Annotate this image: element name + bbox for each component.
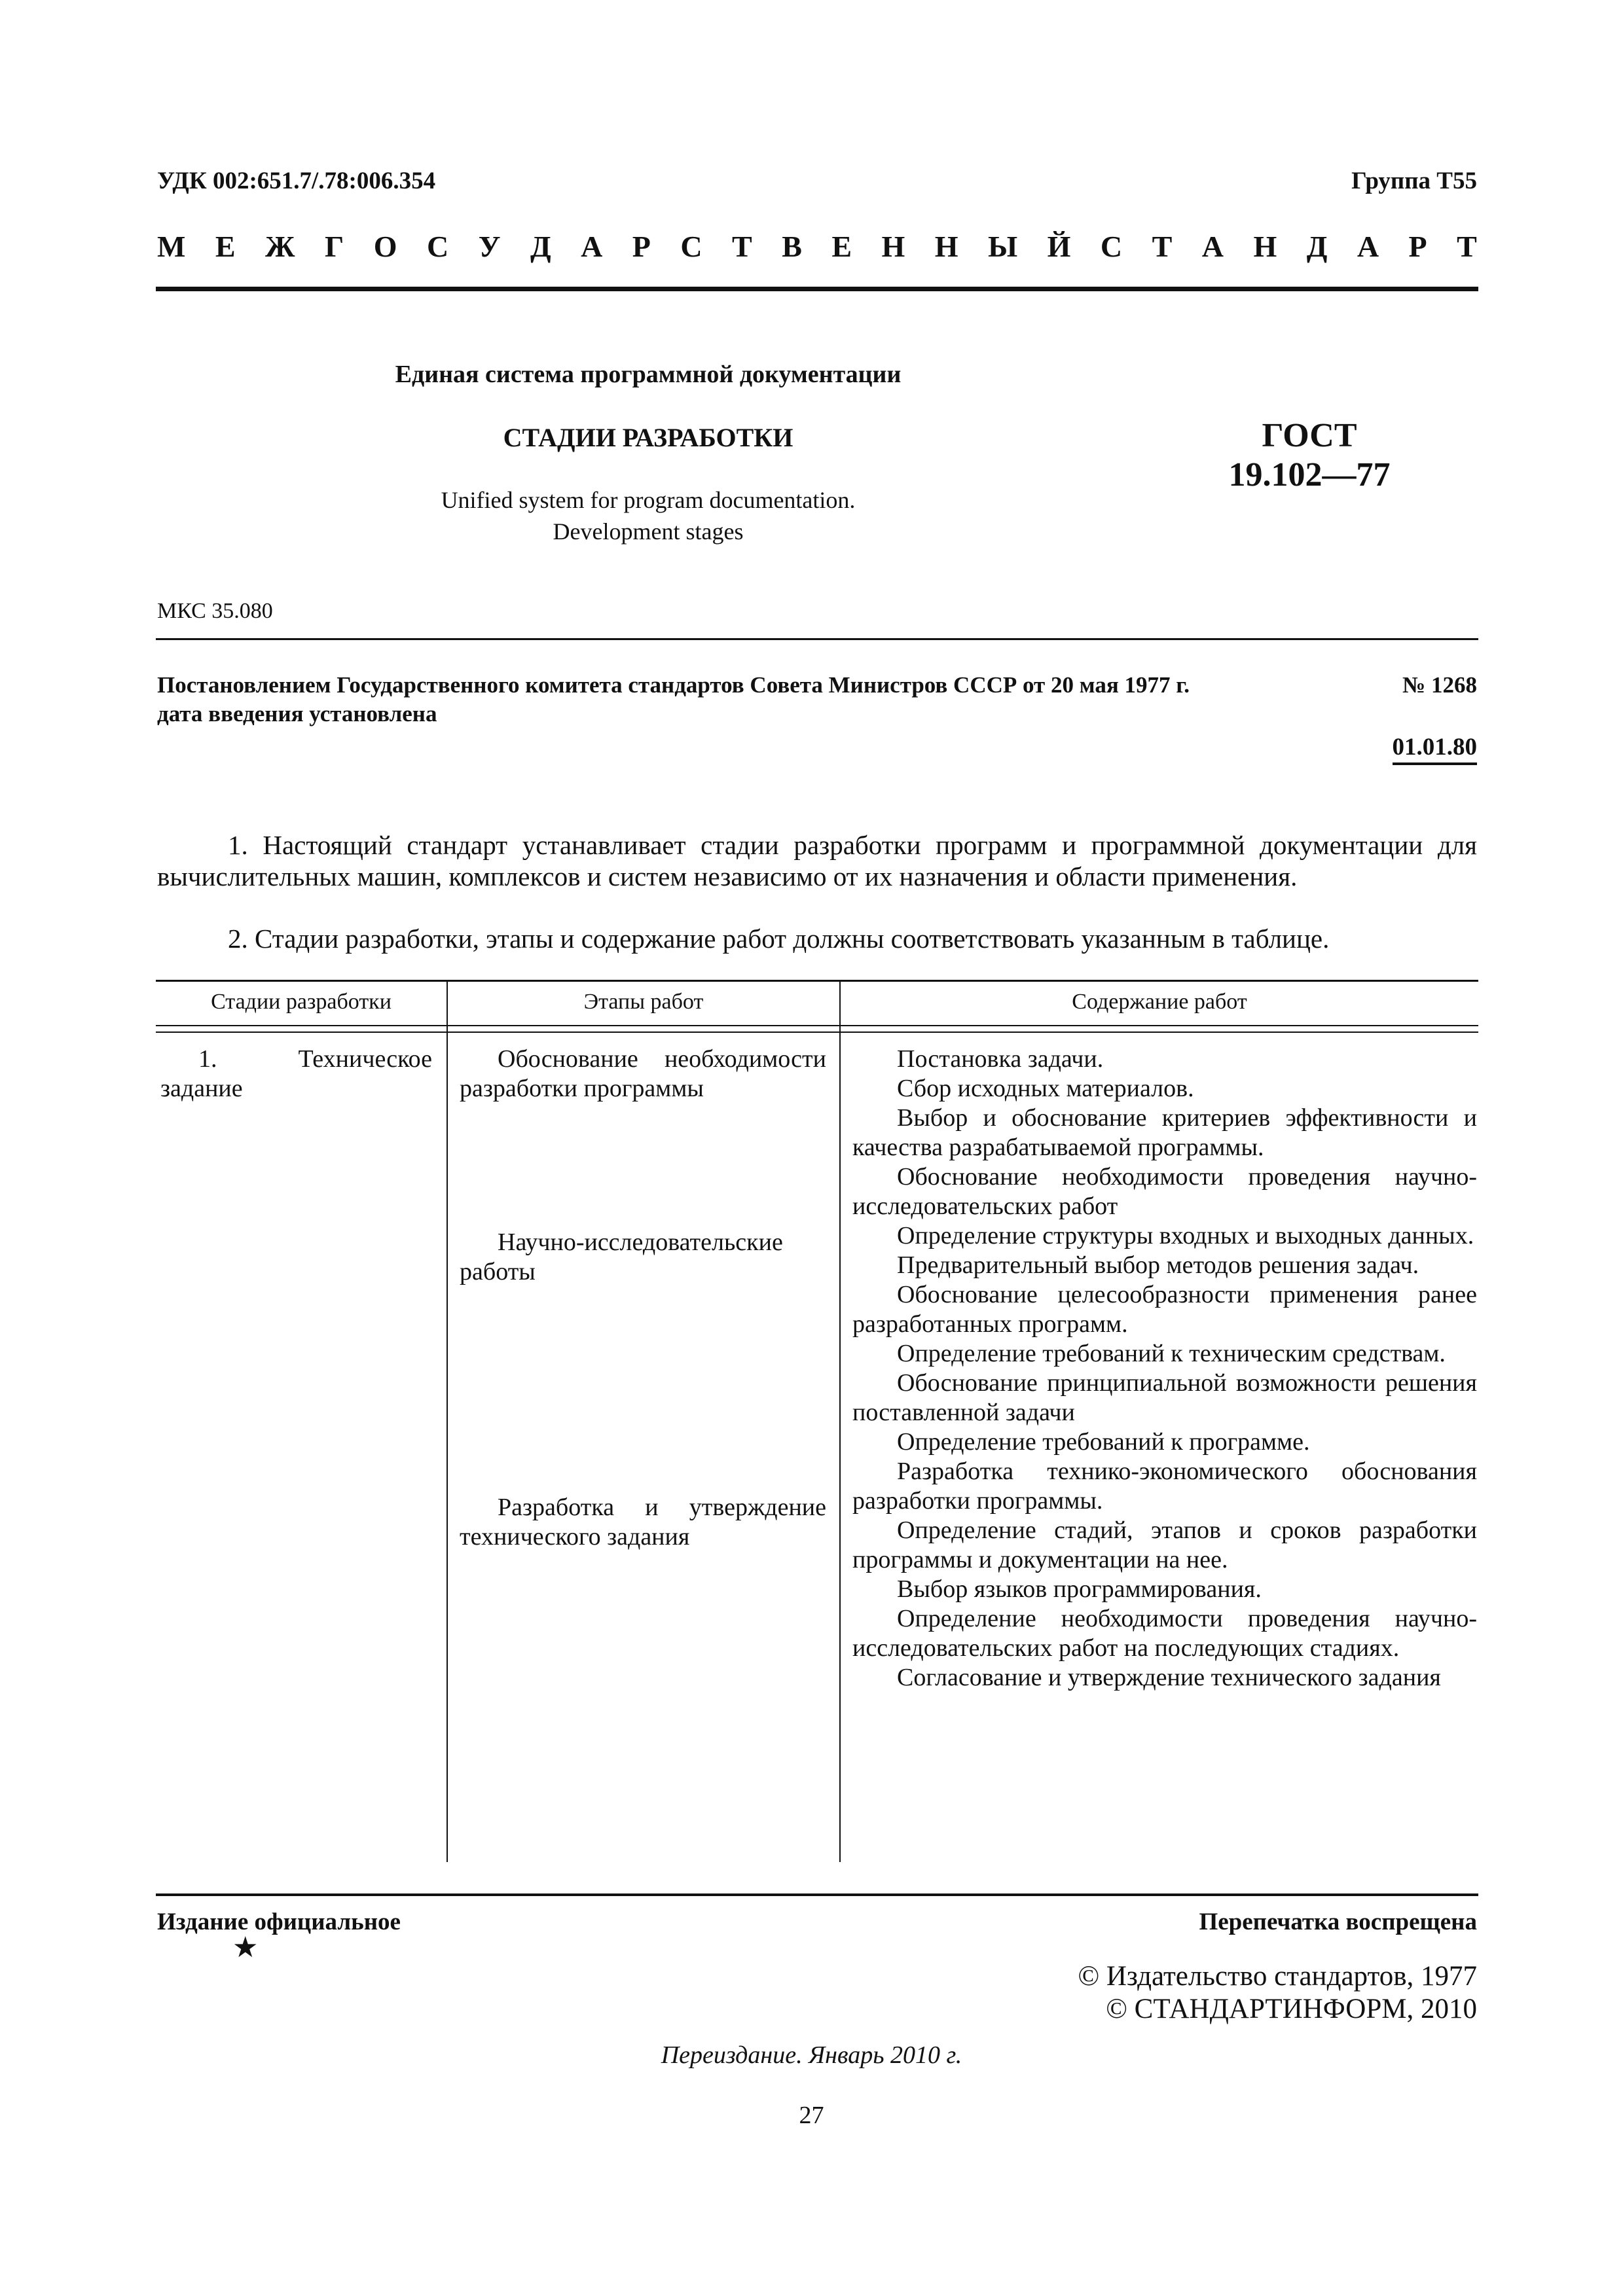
copyright-1977: © Издательство стандартов, 1977 — [1078, 1961, 1477, 1992]
table-header-steps: Этапы работ — [583, 990, 704, 1014]
heading-letter: Н — [881, 230, 905, 263]
footer-divider — [156, 1893, 1478, 1896]
content-text: Предварительный выбор методов решения задач. — [897, 1251, 1419, 1279]
content-text: Определение стадий, этапов и сроков разработки программы и документации на нее. — [852, 1516, 1477, 1573]
paragraph-2-text: 2. Стадии разработки, этапы и содержание работ должны соответствовать указанным в таблице. — [228, 924, 1330, 954]
table-header-separator — [156, 1025, 1478, 1026]
heading-letter: С — [1100, 230, 1123, 263]
heading-letter: О — [373, 230, 397, 263]
system-name: Единая система программной документации — [395, 361, 902, 388]
paragraph-1 — [157, 829, 1477, 892]
content-item — [852, 1339, 1477, 1369]
heading-letter: Н — [934, 230, 958, 263]
content-text: Выбор языков программирования. — [897, 1575, 1262, 1603]
content-item — [852, 1604, 1477, 1663]
content-text: Согласование и утверждение технического задания — [897, 1664, 1441, 1691]
heading-letter: Т — [1457, 230, 1477, 263]
heading-letter: Р — [1408, 230, 1427, 263]
heading-letter: А — [1201, 230, 1224, 263]
heading-letter: Д — [1306, 230, 1328, 263]
content-text: Определение требований к программе. — [897, 1428, 1310, 1456]
table-cell-stage — [160, 1045, 432, 1103]
content-item — [852, 1575, 1477, 1604]
table-column-divider — [447, 980, 448, 1862]
mks-code: МКС 35.080 — [157, 599, 273, 623]
heading-letter: Т — [1152, 230, 1173, 263]
header-divider — [156, 287, 1478, 291]
content-text: Выбор и обоснование критериев эффективности и качества разрабатываемой программы. — [852, 1104, 1477, 1161]
content-item — [852, 1251, 1477, 1280]
heading-letter: Д — [530, 230, 551, 263]
heading-letter: Ы — [988, 230, 1018, 263]
official-edition-label: Издание официальное — [157, 1909, 401, 1935]
content-text: Определение необходимости проведения научно-исследовательских работ на последующих стадиях. — [852, 1605, 1477, 1662]
content-item — [852, 1162, 1477, 1221]
decree-text: Постановлением Государственного комитета стандартов Совета Министров СССР от 20 мая 1977 г. — [157, 672, 1190, 698]
content-item — [852, 1074, 1477, 1103]
heading-letter: А — [581, 230, 603, 263]
heading-letter: У — [478, 230, 501, 263]
heading-letter: Е — [215, 230, 236, 263]
english-title — [367, 484, 930, 547]
table-cell-content — [852, 1045, 1477, 1693]
content-item — [852, 1427, 1477, 1457]
heading-letter: В — [782, 230, 802, 263]
document-title: СТАДИИ РАЗРАБОТКИ — [503, 423, 793, 452]
content-item — [852, 1457, 1477, 1516]
content-item — [852, 1516, 1477, 1575]
heading-letter: С — [680, 230, 702, 263]
stage-text: 1. Техническое задание — [160, 1045, 432, 1102]
content-text: Разработка технико-экономического обоснования разработки программы. — [852, 1458, 1477, 1515]
gost-number — [1178, 416, 1440, 495]
heading-letter: Й — [1047, 230, 1071, 263]
table-header-separator — [156, 1031, 1478, 1033]
table-cell-step — [460, 1045, 826, 1103]
heading-letter: Е — [831, 230, 852, 263]
group-code: Группа Т55 — [1351, 168, 1477, 194]
table-header-stages: Стадии разработки — [211, 990, 392, 1014]
heading-letter: Ж — [265, 230, 295, 263]
mks-divider — [156, 638, 1478, 640]
decree-number: № 1268 — [1402, 672, 1477, 698]
star-icon: ★ — [232, 1931, 259, 1964]
paragraph-1-text: 1. Настоящий стандарт устанавливает стадии разработки программ и программной документации для вычислительных машин, комплексов и систем независимо от их назначения и области применения. — [157, 830, 1477, 891]
interstate-standard-heading — [157, 229, 1477, 264]
introduction-date-label: дата введения установлена — [157, 701, 437, 726]
gost-code: 19.102—77 — [1228, 456, 1391, 493]
table-top-border — [156, 980, 1478, 982]
content-item — [852, 1280, 1477, 1339]
content-text: Сбор исходных материалов. — [897, 1075, 1194, 1102]
heading-letter: Р — [632, 230, 651, 263]
heading-letter: Т — [732, 230, 752, 263]
english-title-line: Development stages — [553, 518, 744, 545]
table-cell-step — [460, 1493, 826, 1552]
table-header-content: Содержание работ — [1072, 990, 1247, 1014]
paragraph-2 — [157, 923, 1477, 954]
step-text: Разработка и утверждение технического задания — [460, 1494, 826, 1551]
decree-row — [157, 671, 1477, 700]
udk-code: УДК 002:651.7/.78:006.354 — [157, 168, 436, 194]
heading-letter: М — [157, 230, 186, 263]
content-text: Определение структуры входных и выходных данных. — [897, 1222, 1474, 1249]
content-item — [852, 1045, 1477, 1074]
content-item — [852, 1221, 1477, 1251]
table-cell-step — [460, 1228, 826, 1287]
content-text: Определение требований к техническим средствам. — [897, 1340, 1446, 1367]
content-text: Обоснование целесообразности применения ранее разработанных программ. — [852, 1281, 1477, 1338]
step-text: Обоснование необходимости разработки программы — [460, 1045, 826, 1102]
content-item — [852, 1103, 1477, 1162]
table-column-divider — [839, 980, 841, 1862]
heading-letter: Г — [325, 230, 344, 263]
heading-letter: Н — [1253, 230, 1277, 263]
page-number: 27 — [799, 2102, 824, 2129]
content-text: Обоснование принципиальной возможности решения поставленной задачи — [852, 1369, 1477, 1426]
heading-letter: А — [1357, 230, 1379, 263]
content-text: Обоснование необходимости проведения научно-исследовательских работ — [852, 1163, 1477, 1220]
content-item — [852, 1369, 1477, 1427]
introduction-date: 01.01.80 — [1393, 733, 1478, 765]
content-item — [852, 1663, 1477, 1693]
decree-block — [157, 671, 1477, 728]
step-text: Научно-исследовательские работы — [460, 1229, 783, 1285]
heading-letter: С — [427, 230, 449, 263]
reprint-prohibited-label: Перепечатка воспрещена — [1199, 1909, 1477, 1935]
english-title-line: Unified system for program documentation. — [441, 487, 856, 513]
content-text: Постановка задачи. — [897, 1045, 1104, 1073]
copyright-2010: © СТАНДАРТИНФОРМ, 2010 — [1106, 1994, 1477, 2024]
reissue-note: Переиздание. Январь 2010 г. — [661, 2041, 962, 2069]
gost-label: ГОСТ — [1262, 417, 1357, 454]
